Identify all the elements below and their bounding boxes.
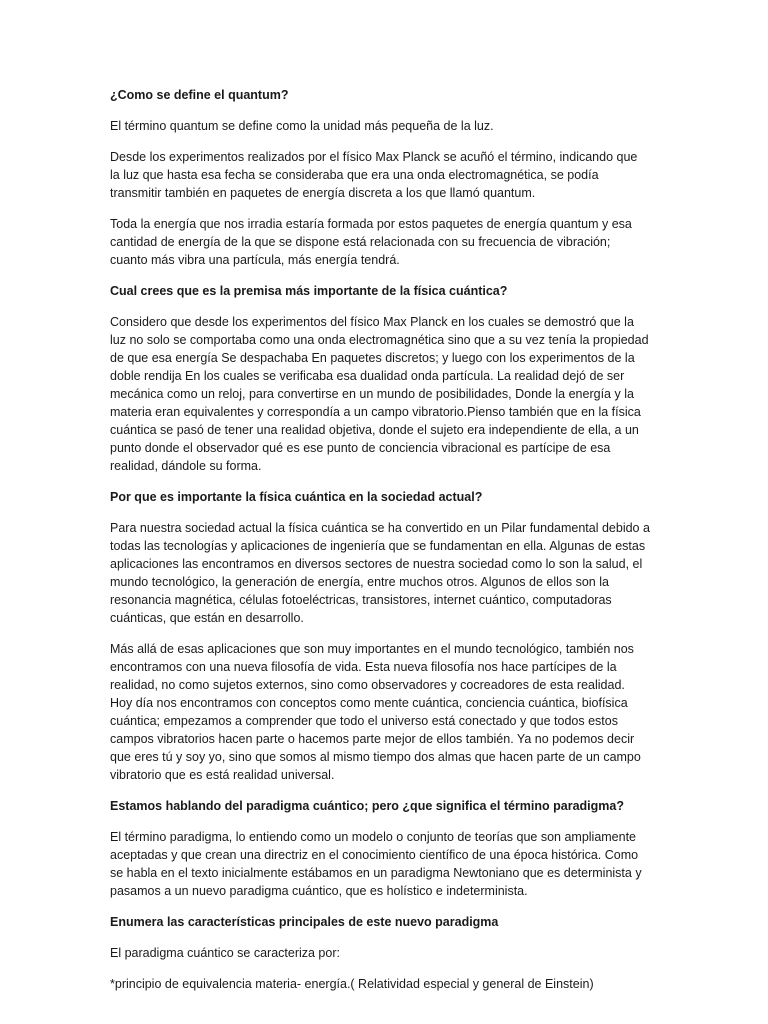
question-paradigm-characteristics: Enumera las características principales de este nuevo paradigma (110, 915, 499, 929)
paragraph-paradigm-definition: El término paradigma, lo entiendo como un modelo o conjunto de teorías que son ampliamente aceptadas y que crean una directriz en el conocimiento científico de una época histórica. Como se habla en el texto inicialmente estábamos en un paradigma Newtoniano que es determinista y pasamos a un nuevo paradigma cuántico, que es holístico e indeterminista. (110, 830, 642, 898)
paragraph-planck-experiments: Desde los experimentos realizados por el físico Max Planck se acuñó el término, indicando que la luz que hasta esa fecha se consideraba que era una onda electromagnética, se podía transmitir también en paquetes de energía discreta a los que llamó quantum. (110, 150, 638, 200)
paragraph-new-philosophy: Más allá de esas aplicaciones que son muy importantes en el mundo tecnológico, también nos encontramos con una nueva filosofía de vida. Esta nueva filosofía nos hace partícipes de la realidad, no como sujetos externos, sino como observadores y cocreadores de esta realidad. Hoy día nos encontramos con conceptos como mente cuántica, conciencia cuántica, biofísica cuántica; empezamos a comprender que todo el universo está conectado y que todos estos campos vibratorios hacen parte o hacemos parte mejor de ellos también. Ya no podemos decir que eres tú y soy yo, sino que somos al mismo tiempo dos almas que hacen parte de un campo vibratorio que es está realidad universal. (110, 642, 641, 782)
question-importance-society: Por que es importante la física cuántica en la sociedad actual? (110, 490, 483, 504)
question-main-premise: Cual crees que es la premisa más importante de la física cuántica? (110, 284, 508, 298)
document-page (110, 86, 650, 1006)
list-item-equivalence-principle: *principio de equivalencia materia- energía.( Relatividad especial y general de Einstein) (110, 977, 594, 991)
answer-quantum-unit: El término quantum se define como la unidad más pequeña de la luz. (110, 119, 494, 133)
paragraph-premise-answer: Considero que desde los experimentos del físico Max Planck en los cuales se demostró que la luz no solo se comportaba como una onda electromagnética sino que a su vez tenía la propiedad de que esa energía Se despachaba En paquetes discretos; y luego con los experimentos de la doble rendija En los cuales se verificaba esa dualidad onda partícula. La realidad dejó de ser mecánica como un reloj, para convertirse en un mundo de posibilidades, Donde la energía y la materia eran equivalentes y correspondía a un campo vibratorio.Pienso también que en la física cuántica se pasó de tener una realidad objetiva, donde el sujeto era independiente de ella, a un punto donde el observador qué es ese punto de conciencia vibracional es partícipe de esa realidad, dándole su forma. (110, 315, 649, 473)
paragraph-technology-applications: Para nuestra sociedad actual la física cuántica se ha convertido en un Pilar fundamental debido a todas las tecnologías y aplicaciones de ingeniería que se fundamentan en ella. Algunas de estas aplicaciones las encontramos en diversos sectores de nuestra sociedad como lo son la salud, el mundo tecnológico, la generación de energía, entre muchos otros. Algunos de ellos son la resonancia magnética, células fotoeléctricas, transistores, internet cuántico, computadoras cuánticas, que están en desarrollo. (110, 521, 650, 625)
paragraph-paradigm-intro: El paradigma cuántico se caracteriza por: (110, 946, 340, 960)
question-quantum-definition: ¿Como se define el quantum? (110, 88, 289, 102)
question-paradigm-meaning: Estamos hablando del paradigma cuántico; pero ¿que significa el término paradigma? (110, 799, 624, 813)
paragraph-energy-packets: Toda la energía que nos irradia estaría formada por estos paquetes de energía quantum y esa cantidad de energía de la que se dispone está relacionada con su frecuencia de vibración; cuanto más vibra una partícula, más energía tendrá. (110, 217, 632, 267)
